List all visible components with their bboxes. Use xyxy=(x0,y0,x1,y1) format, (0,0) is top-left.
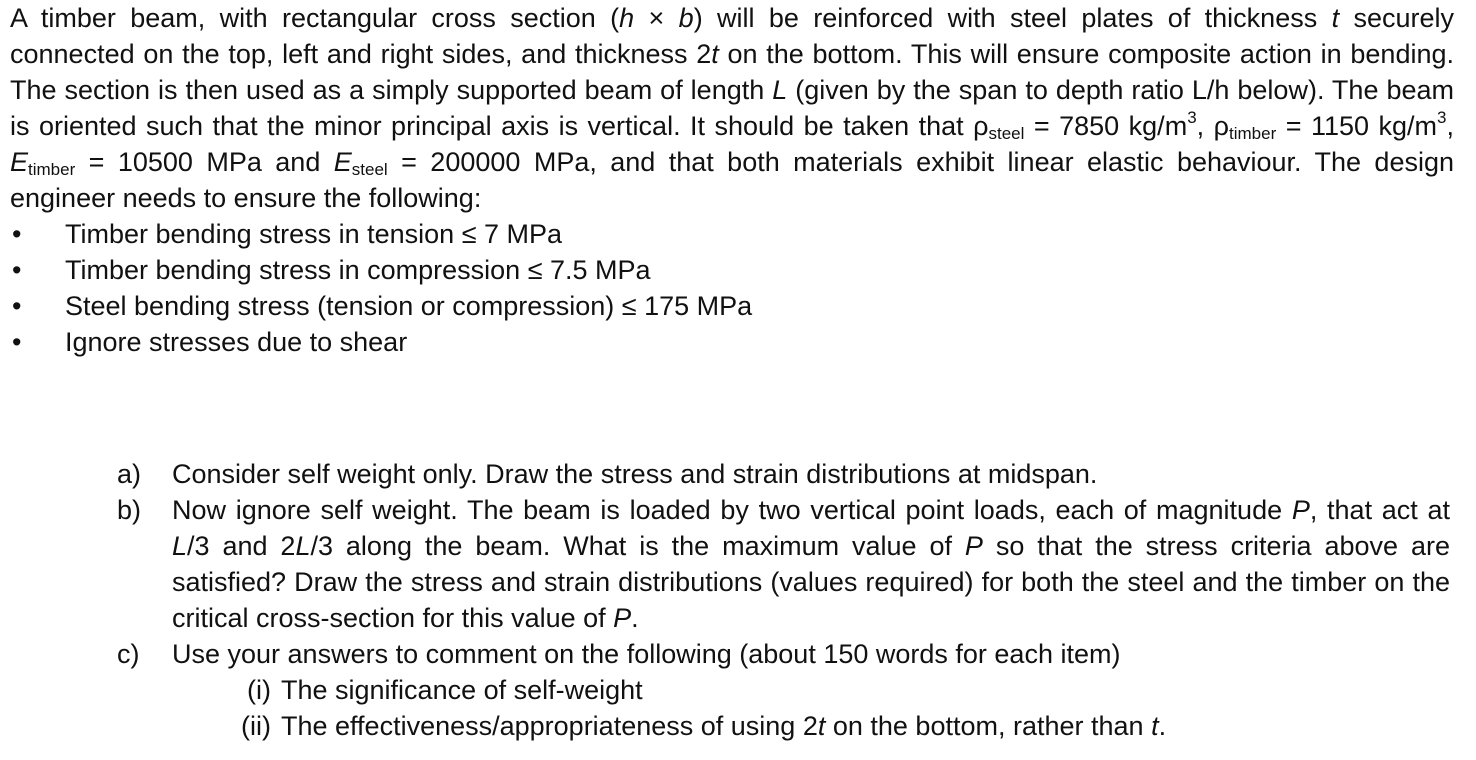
subquestion-i xyxy=(172,672,1450,708)
var-b: b xyxy=(678,3,694,33)
list-item xyxy=(10,324,1454,360)
criterion-text: Steel bending stress (tension or compression) ≤ 175 MPa xyxy=(65,291,753,321)
var-P: P xyxy=(964,531,983,561)
criterion-text: Timber bending stress in compression ≤ 7.5 MPa xyxy=(65,255,651,285)
superscript-3: 3 xyxy=(1437,108,1447,127)
criterion-text: Timber bending stress in tension ≤ 7 MPa xyxy=(65,219,563,249)
intro-text: A timber beam, with rectangular cross section ( xyxy=(10,3,620,33)
var-E: E xyxy=(10,147,29,177)
question-label: a) xyxy=(117,459,142,489)
question-text xyxy=(172,492,1450,636)
question-b xyxy=(117,492,1450,636)
text-run: . xyxy=(631,603,639,633)
intro-text: , xyxy=(1196,111,1214,141)
text-run: , that act at xyxy=(1309,495,1451,525)
text-run: so that the stress criteria above are satisfied? Draw the stress and strain distributions (values required) for both the steel and the timber on the critical cross-section for this value of xyxy=(172,531,1450,633)
question-text: Consider self weight only. Draw the stress and strain distributions at midspan. xyxy=(172,459,1098,489)
subquestion-label: (i) xyxy=(247,675,271,705)
list-item xyxy=(10,252,1454,288)
text-run: . xyxy=(1158,711,1167,741)
question-a xyxy=(117,456,1450,492)
var-t: t xyxy=(817,711,826,741)
times-symbol: × xyxy=(634,3,679,33)
var-t: t xyxy=(1331,3,1340,33)
var-P: P xyxy=(1291,495,1310,525)
var-P: P xyxy=(613,603,632,633)
subquestion-text xyxy=(281,711,1166,741)
subscript-timber: timber xyxy=(1229,124,1277,143)
subscript-steel: steel xyxy=(351,160,388,179)
intro-text: , xyxy=(1446,111,1454,141)
list-item xyxy=(10,288,1454,324)
var-L: L xyxy=(772,75,788,105)
rho-symbol: ρ xyxy=(1213,111,1229,141)
text-run: /3 along the beam. What is the maximum value of xyxy=(310,531,965,561)
subquestion-ii xyxy=(172,708,1450,744)
list-item xyxy=(10,216,1454,252)
problem-statement xyxy=(10,0,1454,216)
intro-text: on the bottom. This will ensure composite action in bending. The section is then used as a simply supported beam of length xyxy=(10,39,1454,105)
criterion-text: Ignore stresses due to shear xyxy=(65,327,408,357)
question-label: c) xyxy=(117,639,140,669)
text-run: Now ignore self weight. The beam is loaded by two vertical point loads, each of magnitude xyxy=(172,495,1292,525)
rho-symbol: ρ xyxy=(973,111,989,141)
text-run: The effectiveness/appropriateness of using 2 xyxy=(281,711,818,741)
intro-text: = 200000 MPa, and that both materials exhibit linear elastic behaviour. The design engineer needs to ensure the following: xyxy=(10,147,1454,213)
question-list xyxy=(117,456,1450,744)
bullet-icon: • xyxy=(12,291,22,321)
subquestion-list xyxy=(172,672,1450,744)
intro-text: = 7850 kg/m xyxy=(1024,111,1188,141)
var-h: h xyxy=(619,3,635,33)
var-L: L xyxy=(295,531,311,561)
question-label: b) xyxy=(117,495,142,525)
var-L: L xyxy=(172,531,188,561)
intro-text: = 10500 MPa and xyxy=(75,147,334,177)
bullet-icon: • xyxy=(12,327,22,357)
subscript-steel: steel xyxy=(988,124,1025,143)
superscript-3: 3 xyxy=(1187,108,1197,127)
design-criteria-list xyxy=(10,216,1454,360)
intro-text: securely connected on the top, left and right sides, and thickness 2 xyxy=(10,3,1454,69)
question-c xyxy=(117,636,1450,744)
intro-text: (given by the span to depth ratio L/h below). The beam is oriented such that the minor principal axis is vertical. It should be taken that xyxy=(10,75,1454,141)
intro-text: = 1150 kg/m xyxy=(1276,111,1438,141)
question-text: Use your answers to comment on the following (about 150 words for each item) xyxy=(172,639,1121,669)
subquestion-label: (ii) xyxy=(241,711,271,741)
text-run: /3 and 2 xyxy=(187,531,296,561)
text-run: on the bottom, rather than xyxy=(825,711,1152,741)
subscript-timber: timber xyxy=(28,160,76,179)
var-E: E xyxy=(333,147,352,177)
bullet-icon: • xyxy=(12,255,22,285)
bullet-icon: • xyxy=(12,219,22,249)
var-t: t xyxy=(711,39,719,69)
subquestion-text: The significance of self-weight xyxy=(281,675,643,705)
intro-text: ) will be reinforced with steel plates of thickness xyxy=(693,3,1332,33)
var-t: t xyxy=(1151,711,1159,741)
